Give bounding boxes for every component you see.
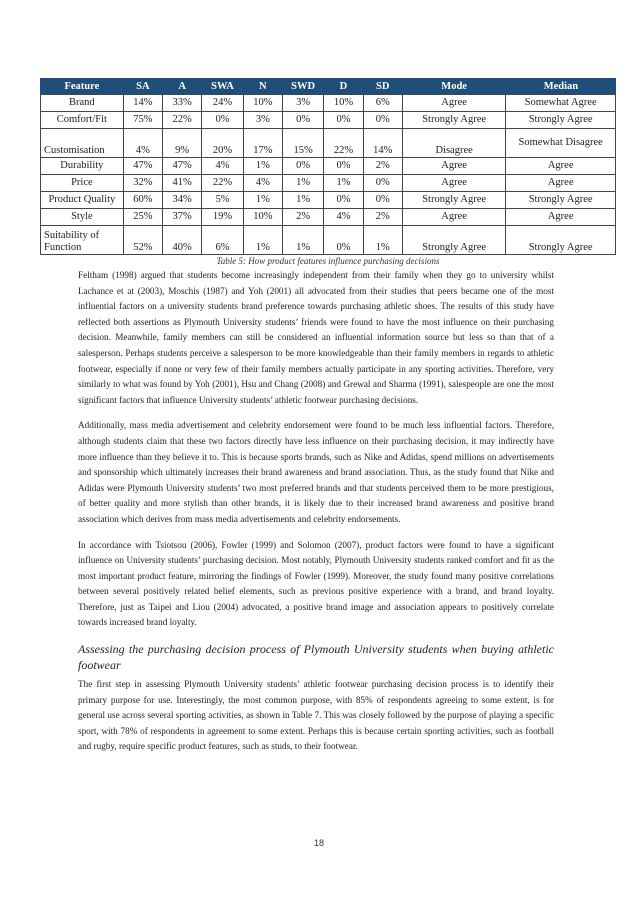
table-cell: 2% [282,209,323,226]
column-header: Median [506,78,616,95]
column-header: SA [123,78,162,95]
table-cell: 41% [163,175,202,192]
table-cell: Strongly Agree [506,226,616,255]
table-cell: 0% [363,175,402,192]
table-cell: 20% [202,129,243,158]
table-row [41,192,616,209]
column-header: SWA [202,78,243,95]
paragraph: In accordance with Tsiotsou (2006), Fowler (1999) and Solomon (2007), product factors were found to have a significant influence on University students’ purchasing decision. Most notably, Plymouth University students ranked comfort and fit as the most important product feature, mirroring the findings of Fowler (1999). Moreover, the study found many positive correlations between several positively related belief elements, such as previous positive experience with a brand, and brand loyalty. Therefore, just as Taipei and Liou (2004) advocated, a positive brand image and association appears to positively correlate towards increased brand loyalty. [78,539,554,628]
table-cell: 1% [324,175,363,192]
table-cell: 37% [163,209,202,226]
table-cell: Strongly Agree [506,112,616,129]
table-cell: 24% [202,95,243,112]
table-cell: 1% [363,226,402,255]
table-cell: Somewhat Agree [506,95,616,112]
table-cell: 1% [243,158,282,175]
column-header: Mode [402,78,505,95]
table-cell: 0% [363,192,402,209]
table-row [41,226,616,255]
table-cell: 0% [202,112,243,129]
column-header: SD [363,78,402,95]
table-cell: Durability [41,158,124,175]
table-cell: 19% [202,209,243,226]
table-cell: Brand [41,95,124,112]
table-cell: 0% [324,226,363,255]
column-header: Feature [41,78,124,95]
table-header-row [41,78,616,95]
table-cell: Suitability of Function [41,226,124,255]
table-cell: 32% [123,175,162,192]
table-cell: 22% [202,175,243,192]
table-row [41,95,616,112]
table-cell: 14% [363,129,402,158]
table-cell: 2% [363,158,402,175]
table-cell: 47% [123,158,162,175]
table-cell: Agree [506,158,616,175]
body-text [78,268,554,765]
table-cell: Agree [402,209,505,226]
product-features-table [40,78,616,255]
table-cell: Somewhat Disagree [506,129,616,158]
table-cell: 4% [243,175,282,192]
table-cell: Strongly Agree [402,112,505,129]
table-cell: 3% [282,95,323,112]
table-cell: Product Quality [41,192,124,209]
table-row [41,129,616,158]
table-cell: Agree [402,158,505,175]
table-cell: Agree [402,95,505,112]
table-row [41,175,616,192]
column-header: N [243,78,282,95]
table-cell: Agree [402,175,505,192]
table-cell: 9% [163,129,202,158]
table-cell: 60% [123,192,162,209]
table-cell: 22% [324,129,363,158]
table-cell: 10% [243,95,282,112]
table-cell: 2% [363,209,402,226]
table-cell: 4% [202,158,243,175]
table-cell: 3% [243,112,282,129]
table-cell: Style [41,209,124,226]
table-cell: Strongly Agree [506,192,616,209]
table-cell: 6% [363,95,402,112]
table-cell: 14% [123,95,162,112]
table-cell: 1% [243,192,282,209]
table-cell: 1% [282,192,323,209]
section-heading: Assessing the purchasing decision process of Plymouth University students when buying athletic footwear [78,642,554,673]
table-cell: 17% [243,129,282,158]
table-cell: 4% [324,209,363,226]
table-caption: Table 5: How product features influence purchasing decisions [216,256,440,266]
table-cell: 0% [324,192,363,209]
table-cell: 22% [163,112,202,129]
table-cell: Price [41,175,124,192]
paragraph: The first step in assessing Plymouth University students’ athletic footwear purchasing decision process is to identify their primary purpose for use. Interestingly, the most common purpose, with 85% of respondents agreeing to some extent, is for general use across several sporting activities, as shown in Table 7. This was closely followed by the purpose of playing a specific sport, with 78% of respondents in agreement to some extent. Perhaps this is because certain sporting activities, such as football and rugby, require specific product features, such as studs, to their footwear. [78,679,554,752]
column-header: A [163,78,202,95]
table-row [41,112,616,129]
table-cell: 75% [123,112,162,129]
table-row [41,209,616,226]
table-cell: 34% [163,192,202,209]
table-cell: 0% [324,112,363,129]
table-cell: 0% [363,112,402,129]
table-cell: 1% [282,175,323,192]
column-header: D [324,78,363,95]
table-row [41,158,616,175]
table-cell: 10% [243,209,282,226]
table-cell: 1% [243,226,282,255]
table-cell: 25% [123,209,162,226]
table-cell: 15% [282,129,323,158]
table-cell: 52% [123,226,162,255]
table-cell: Agree [506,209,616,226]
table-cell: 1% [282,226,323,255]
table-cell: 0% [324,158,363,175]
table-cell: 33% [163,95,202,112]
table-cell: 47% [163,158,202,175]
paragraph: Additionally, mass media advertisement and celebrity endorsement were found to be much less influential factors. Therefore, although students claim that these two factors directly have less influence on their purchasing decision, it may indirectly have more influence than they believe it to. This is because sports brands, such as Nike and Adidas, spend millions on advertisements and sponsorship which ultimately increases their brand awareness and brand association. Thus, as the study found that Nike and Adidas were Plymouth University students’ two most preferred brands and that students perceived them to be more prestigious, of better quality and more stylish than other brands, it is likely due to their increased brand awareness and positive brand association which derives from mass media advertisements and celebrity endorsements. [78,420,554,524]
table-cell: 6% [202,226,243,255]
table-cell: 0% [282,158,323,175]
table-cell: Strongly Agree [402,192,505,209]
paragraph: Feltham (1998) argued that students become increasingly independent from their family when they go to university whilst Lachance et at (2003), Moschis (1987) and Yoh (2001) all advocated from their studies that peers became one of the most influential factors on a university students brand preference towards purchasing athletic shoes. The results of this study have reflected both assertions as Plymouth University students’ friends were found to have the most influence on their purchasing decision. Meanwhile, family members can still be considered an influential information source but less so than that of a salesperson. Perhaps students perceive a salesperson to be more knowledgeable than their family members in regards to athletic footwear, especially if none or very few of their family members actually participate in any sporting activities. Therefore, very similarly to what was found by Yoh (2001), Hsu and Chang (2008) and Grewal and Sharma (1991), salespeople are one the most significant factors that influence University students’ athletic footwear purchasing decisions. [78,270,554,405]
table-cell: 10% [324,95,363,112]
features-table-container [40,78,616,266]
table-cell: Customisation [41,129,124,158]
table-cell: Comfort/Fit [41,112,124,129]
table-cell: 0% [282,112,323,129]
page-number: 18 [313,838,324,848]
table-cell: 40% [163,226,202,255]
column-header: SWD [282,78,323,95]
table-cell: Agree [506,175,616,192]
table-cell: 5% [202,192,243,209]
table-cell: Strongly Agree [402,226,505,255]
table-cell: Disagree [402,129,505,158]
table-cell: 4% [123,129,162,158]
